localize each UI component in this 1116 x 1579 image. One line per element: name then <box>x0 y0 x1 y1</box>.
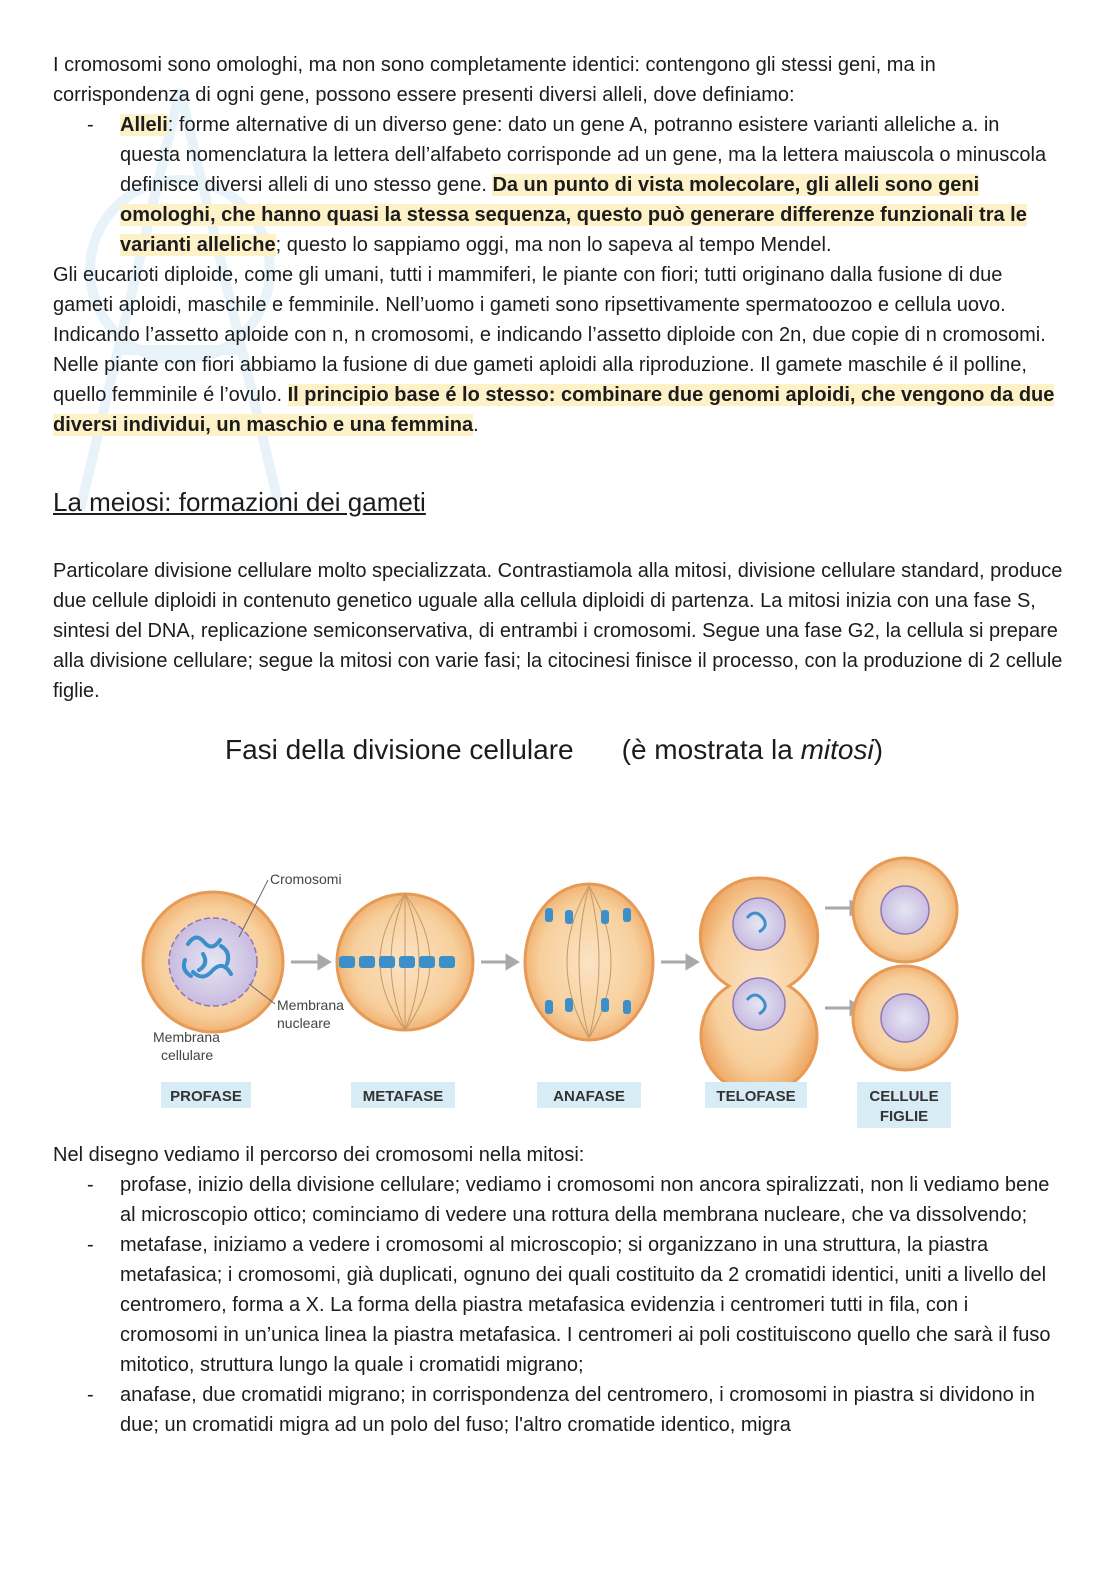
highlight-principio: Il principio base é lo stesso: combinare due genomi aploidi, che vengono da due diversi individui, un maschio e una femmina <box>53 384 1055 436</box>
label-cromosomi: Cromosomi <box>270 871 342 887</box>
phase-label-telofase: TELOFASE <box>716 1088 796 1105</box>
figure-title: Fasi della divisione cellulare (è mostrata la mitosi) <box>225 734 884 765</box>
cell-metafase <box>337 894 473 1030</box>
phase-label-metafase: METAFASE <box>362 1088 444 1105</box>
phase-label-cellule: CELLULE <box>869 1088 939 1105</box>
section-heading: La meiosi: formazioni dei gameti <box>53 487 426 517</box>
paragraph-omologhi: I cromosomi sono omologhi, ma non sono completamente identici: contengono gli stessi geni, ma in corrispondenza di ogni gene, possono essere presenti diversi alleli, dove definiamo: <box>53 54 936 106</box>
paragraph-meiosi: Particolare divisione cellulare molto specializzata. Contrastiamola alla mitosi, divisione cellulare standard, produce due cellule diploidi in contenuto genetico uguale alla cellula diploidi di partenza. La mitosi inizia con una fase S, sintesi del DNA, replicazione semiconservativa, di entrambi i cromosomi. Segue una fase G2, la cellula si prepare alla divisione cellulare; segue la mitosi con varie fasi; la citocinesi finisce il processo, con la produzione di 2 cellule figlie. <box>53 560 1063 702</box>
term-alleli: Alleli <box>120 114 168 136</box>
arrow-2 <box>481 956 517 968</box>
paragraph-disegno: Nel disegno vediamo il percorso dei cromosomi nella mitosi: <box>53 1144 585 1166</box>
document-page <box>53 50 1063 1440</box>
list-item: - Alleli: forme alternative di un diverso gene: dato un gene A, potranno esistere varianti alleliche a. in questa nomenclatura la lettera dell’alfabeto corrisponde ad un gene, ma la lettera maiuscola o minuscola definisce diversi alleli di uno stesso gene. Da un punto di vista molecolare, gli alleli sono geni omologhi, che hanno quasi la stessa sequenza, questo può generare differenze funzionali tra le varianti alleliche; questo lo sappiamo oggi, ma non lo sapeva al tempo Mendel. <box>120 110 1063 260</box>
highlight-alleli: Da un punto di vista molecolare, gli alleli sono geni omologhi, che hanno quasi la stessa sequenza, questo può generare differenze funzionali tra le varianti alleliche <box>120 174 1027 256</box>
arrow-1 <box>291 956 329 968</box>
phase-label-anafase: ANAFASE <box>553 1088 625 1105</box>
cell-profase <box>143 892 283 1032</box>
list-item-anafase: - anafase, due cromatidi migrano; in corrispondenza del centromero, i cromosomi in piastra si dividono in due; un cromatidi migra ad un polo del fuso; l'altro cromatide identico, migra <box>120 1380 1063 1440</box>
arrow-3 <box>661 956 697 968</box>
list-item-metafase: - metafase, iniziamo a vedere i cromosomi al microscopio; si organizzano in una struttura, la piastra metafasica; i cromosomi, già duplicati, ognuno dei quali costituito da 2 cromatidi identici, uniti a livello del centromero, forma a X. La forma della piastra metafasica evidenzia i centromeri tutti in fila, con i cromosomi in un’unica linea la piastra metafasica. I centromeri ai poli costituiscono quello che sarà il fuso mitotico, struttura lungo la quale i cromatidi migrano; <box>120 1230 1063 1380</box>
alleli-list <box>53 110 1063 260</box>
cell-anafase <box>525 884 653 1040</box>
phase-list <box>53 1170 1063 1440</box>
figure-subtitle: (è mostrata la mitosi) <box>621 734 884 765</box>
label-membrana-nucleare: Membrana <box>277 997 344 1013</box>
svg-text:cellulare: cellulare <box>161 1047 214 1063</box>
mitosis-figure <box>53 732 1063 1152</box>
cell-figlia-2 <box>853 966 957 1070</box>
cell-telofase <box>700 878 817 1094</box>
label-membrana-cellulare: Membrana <box>153 1029 220 1045</box>
svg-text:nucleare: nucleare <box>277 1015 331 1031</box>
cell-figlia-1 <box>853 858 957 962</box>
mitosis-diagram <box>53 732 1063 1152</box>
phase-label-figlie: FIGLIE <box>879 1108 929 1125</box>
list-item-profase: - profase, inizio della divisione cellulare; vediamo i cromosomi non ancora spiralizzati, non li vediamo bene al microscopio ottico; cominciamo di vedere una rottura della membrana nucleare, che va dissolvendo; <box>120 1170 1063 1230</box>
paragraph-eucarioti: Gli eucarioti diploide, come gli umani, tutti i mammiferi, le piante con fiori; tutti originano dalla fusione di due gameti aploidi, maschile e femminile. Nell’uomo i gameti sono ripsettivamente spermatoozoo e cellula uovo. Indicando l’assetto aploide con n, n cromosomi, e indicando l’assetto diploide con 2n, due copie di n cromosomi. Nelle piante con fiori abbiamo la fusione di due gameti aploidi alla riproduzione. Il gamete maschile é il polline, quello femminile é l’ovulo. Il principio base é lo stesso: combinare due genomi aploidi, che vengono da due diversi individui, un maschio e una femmina. <box>53 264 1055 436</box>
phase-label-profase: PROFASE <box>170 1088 242 1105</box>
